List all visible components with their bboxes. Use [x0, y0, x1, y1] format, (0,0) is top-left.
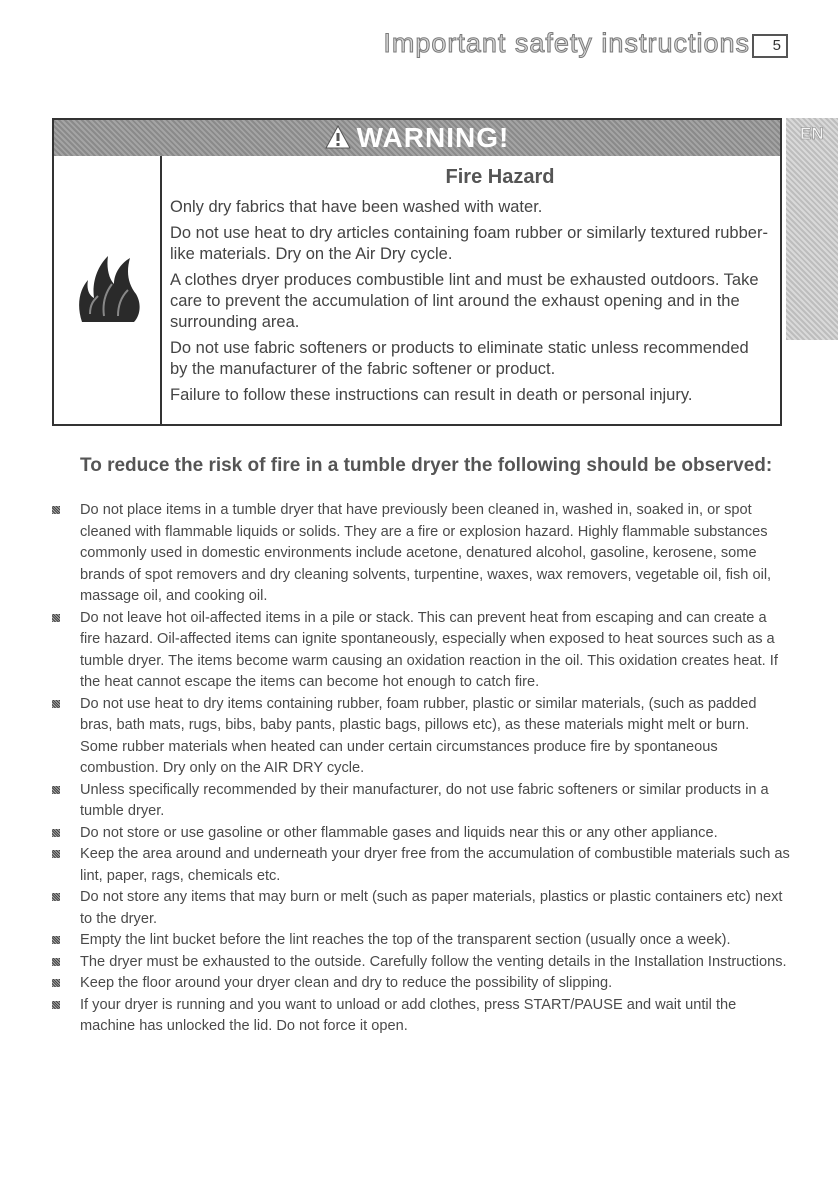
bullet-icon [52, 1001, 60, 1009]
warning-triangle-icon [325, 125, 351, 149]
page-header [0, 18, 838, 68]
warning-title-row [54, 120, 780, 156]
bullet-icon [52, 979, 60, 987]
language-tab-label: EN [800, 124, 824, 143]
list-item [50, 952, 790, 974]
list-item [50, 844, 790, 887]
hazard-heading: Fire Hazard [445, 166, 555, 188]
bullet-icon [52, 614, 60, 622]
bullet-text: Do not place items in a tumble dryer that have previously been cleaned in, washed in, soaked in, or spot cleaned with flammable liquids or solids. They are a fire or explosion hazard. Highly flammable substances commonly used in domestic environments include acetone, denatured alcohol, gasoline, kerosene, some brands of spot removers and dry cleaning solvents, turpentine, waxes, wax removers, vegetable oil, fish oil, massage oil, and cooking oil. [80, 502, 772, 604]
safety-bullet-list [50, 500, 790, 1038]
list-item [50, 694, 790, 780]
list-item [50, 887, 790, 930]
bullet-icon [52, 506, 60, 514]
list-item [50, 608, 790, 694]
bullet-text: Keep the area around and underneath your dryer free from the accumulation of combustible materials such as lint, paper, rags, chemicals etc. [80, 846, 790, 884]
bullet-text: Do not store or use gasoline or other flammable gases and liquids near this or any other appliance. [80, 824, 718, 841]
warning-title: WARNING! [356, 122, 510, 153]
hazard-paragraph: Only dry fabrics that have been washed with water. [170, 198, 543, 216]
page-number: 5 [752, 34, 788, 58]
bullet-text: Do not use heat to dry items containing rubber, foam rubber, plastic or similar materials, (such as padded bras, bath mats, rugs, bibs, baby pants, plastic bags, pillows etc), as these materials might melt or burn. Some rubber materials when heated can under certain circumstances produce fire by spontaneous combustion. Dry only on the AIR DRY cycle. [80, 695, 757, 776]
page-title: Important safety instructions [383, 28, 750, 58]
bullet-icon [52, 936, 60, 944]
list-item [50, 780, 790, 823]
bullet-text: Keep the floor around your dryer clean and dry to reduce the possibility of slipping. [80, 975, 613, 991]
hazard-icon-cell [54, 156, 162, 424]
bullet-icon [52, 958, 60, 966]
list-item [50, 500, 790, 608]
bullet-icon [52, 829, 60, 837]
list-item [50, 995, 790, 1038]
fire-icon [74, 244, 144, 324]
list-item [50, 973, 790, 995]
hazard-paragraph: Failure to follow these instructions can result in death or personal injury. [170, 386, 693, 404]
bullet-icon [52, 786, 60, 794]
bullet-icon [52, 893, 60, 901]
hazard-paragraph: A clothes dryer produces combustible lint and must be exhausted outdoors. Take care to prevent the accumulation of lint around the exhaust opening and in the surrounding area. [170, 271, 759, 331]
bullet-text: Do not store any items that may burn or melt (such as paper materials, plastics or plastic containers etc) next to the dryer. [80, 889, 783, 927]
bullet-text: The dryer must be exhausted to the outside. Carefully follow the venting details in the Installation Instructions. [80, 953, 787, 970]
bullet-text: Empty the lint bucket before the lint reaches the top of the transparent section (usually once a week). [80, 932, 731, 948]
bullet-text: Unless specifically recommended by their manufacturer, do not use fabric softeners or similar products in a tumble dryer. [80, 781, 769, 819]
list-item [50, 930, 790, 952]
warning-banner [54, 120, 780, 156]
bullet-text: Do not leave hot oil-affected items in a pile or stack. This can prevent heat from escaping and can create a fire hazard. Oil-affected items can ignite spontaneously, especially when exposed to heat sources such as a tumble dryer. The items become warm causing an oxidation reaction in the oil. This oxidation creates heat. If the heat cannot escape the items can become hot enough to catch fire. [80, 609, 778, 690]
section-heading: To reduce the risk of fire in a tumble dryer the following should be observed: [80, 455, 773, 476]
warning-box [52, 118, 782, 426]
hazard-paragraph: Do not use fabric softeners or products to eliminate static unless recommended by the manufacturer of the fabric softener or product. [170, 339, 749, 378]
language-tab [786, 118, 838, 340]
bullet-icon [52, 850, 60, 858]
list-item [50, 823, 790, 845]
hazard-text [170, 166, 770, 411]
bullet-icon [52, 700, 60, 708]
bullet-text: If your dryer is running and you want to unload or add clothes, press START/PAUSE and wait until the machine has unlocked the lid. Do not force it open. [80, 996, 737, 1034]
hazard-paragraph: Do not use heat to dry articles containing foam rubber or similarly textured rubber-like materials. Dry on the Air Dry cycle. [170, 224, 768, 263]
